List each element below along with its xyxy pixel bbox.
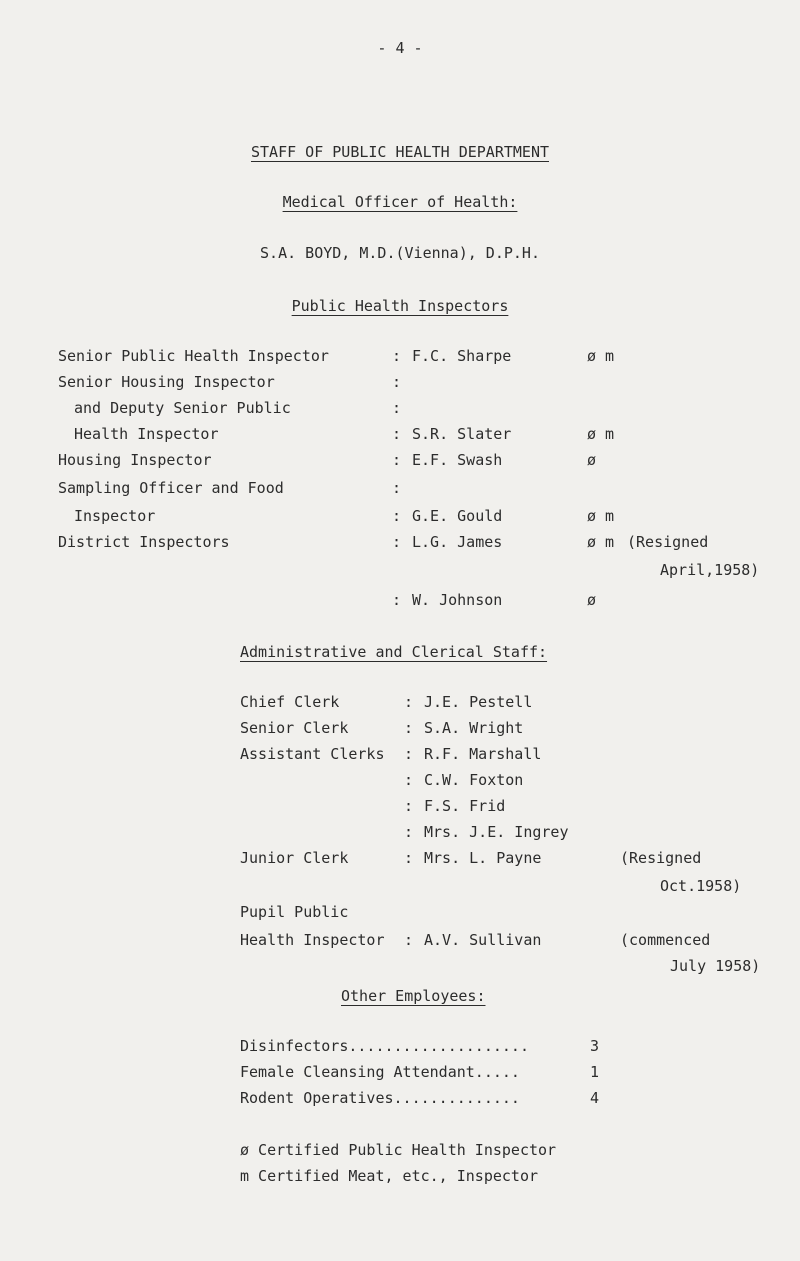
- admin-name: R.F. Marshall: [424, 745, 542, 763]
- admin-role: Pupil Public: [240, 903, 349, 921]
- phi-note-continued: April,1958): [660, 561, 760, 579]
- admin-heading: Administrative and Clerical Staff:: [240, 643, 548, 661]
- moh-heading: Medical Officer of Health:: [282, 193, 518, 211]
- admin-role: Assistant Clerks: [240, 745, 385, 763]
- phi-colon: :: [392, 533, 402, 551]
- phi-note: (Resigned: [627, 533, 709, 551]
- phi-name: S.R. Slater: [412, 425, 512, 443]
- admin-colon: :: [404, 849, 414, 867]
- phi-name: E.F. Swash: [412, 451, 503, 469]
- admin-name: Mrs. J.E. Ingrey: [424, 823, 569, 841]
- admin-role: Senior Clerk: [240, 719, 349, 737]
- phi-colon: :: [392, 373, 402, 391]
- page-number: - 4 -: [377, 39, 423, 57]
- admin-role: Chief Clerk: [240, 693, 340, 711]
- footnote-certified-phi: ø Certified Public Health Inspector: [240, 1141, 557, 1159]
- admin-colon: :: [404, 797, 414, 815]
- phi-name: W. Johnson: [412, 591, 503, 609]
- phi-mark: ø: [587, 591, 597, 609]
- phi-mark: ø m: [587, 347, 615, 365]
- phi-role: Housing Inspector: [58, 451, 212, 469]
- admin-name: F.S. Frid: [424, 797, 506, 815]
- phi-role: Sampling Officer and Food: [58, 479, 284, 497]
- phi-name: G.E. Gould: [412, 507, 503, 525]
- other-count: 3: [590, 1037, 600, 1055]
- phi-role: District Inspectors: [58, 533, 230, 551]
- phi-role: Senior Housing Inspector: [58, 373, 275, 391]
- phi-mark: ø m: [587, 425, 615, 443]
- phi-heading: Public Health Inspectors: [291, 297, 509, 315]
- admin-role-continued: Health Inspector: [240, 931, 385, 949]
- admin-colon: :: [404, 719, 414, 737]
- phi-colon: :: [392, 479, 402, 497]
- admin-name: C.W. Foxton: [424, 771, 524, 789]
- phi-name: F.C. Sharpe: [412, 347, 512, 365]
- phi-colon: :: [392, 591, 402, 609]
- phi-mark: ø: [587, 451, 597, 469]
- other-count: 1: [590, 1063, 600, 1081]
- page-title: STAFF OF PUBLIC HEALTH DEPARTMENT: [250, 143, 549, 161]
- other-count: 4: [590, 1089, 600, 1107]
- other-label: Rodent Operatives..............: [240, 1089, 520, 1107]
- other-heading: Other Employees:: [341, 987, 486, 1005]
- phi-colon: :: [392, 399, 402, 417]
- moh-name: S.A. BOYD, M.D.(Vienna), D.P.H.: [260, 244, 540, 262]
- phi-role: Inspector: [74, 507, 156, 525]
- phi-mark: ø m: [587, 507, 615, 525]
- admin-role: Junior Clerk: [240, 849, 349, 867]
- phi-colon: :: [392, 425, 402, 443]
- phi-role: Health Inspector: [74, 425, 219, 443]
- admin-colon: :: [404, 771, 414, 789]
- admin-note: (Resigned: [620, 849, 702, 867]
- admin-name: J.E. Pestell: [424, 693, 533, 711]
- other-label: Female Cleansing Attendant.....: [240, 1063, 520, 1081]
- admin-note-continued: July 1958): [670, 957, 761, 975]
- other-label: Disinfectors....................: [240, 1037, 529, 1055]
- phi-name: L.G. James: [412, 533, 503, 551]
- admin-colon: :: [404, 693, 414, 711]
- phi-role: and Deputy Senior Public: [74, 399, 291, 417]
- phi-colon: :: [392, 347, 402, 365]
- phi-mark: ø m: [587, 533, 615, 551]
- phi-colon: :: [392, 451, 402, 469]
- admin-name: Mrs. L. Payne: [424, 849, 542, 867]
- admin-colon: :: [404, 823, 414, 841]
- phi-role: Senior Public Health Inspector: [58, 347, 329, 365]
- admin-note: (commenced: [620, 931, 711, 949]
- admin-name: S.A. Wright: [424, 719, 524, 737]
- phi-colon: :: [392, 507, 402, 525]
- admin-colon: :: [404, 931, 414, 949]
- admin-name: A.V. Sullivan: [424, 931, 542, 949]
- footnote-certified-meat: m Certified Meat, etc., Inspector: [240, 1167, 539, 1185]
- admin-note-continued: Oct.1958): [660, 877, 742, 895]
- admin-colon: :: [404, 745, 414, 763]
